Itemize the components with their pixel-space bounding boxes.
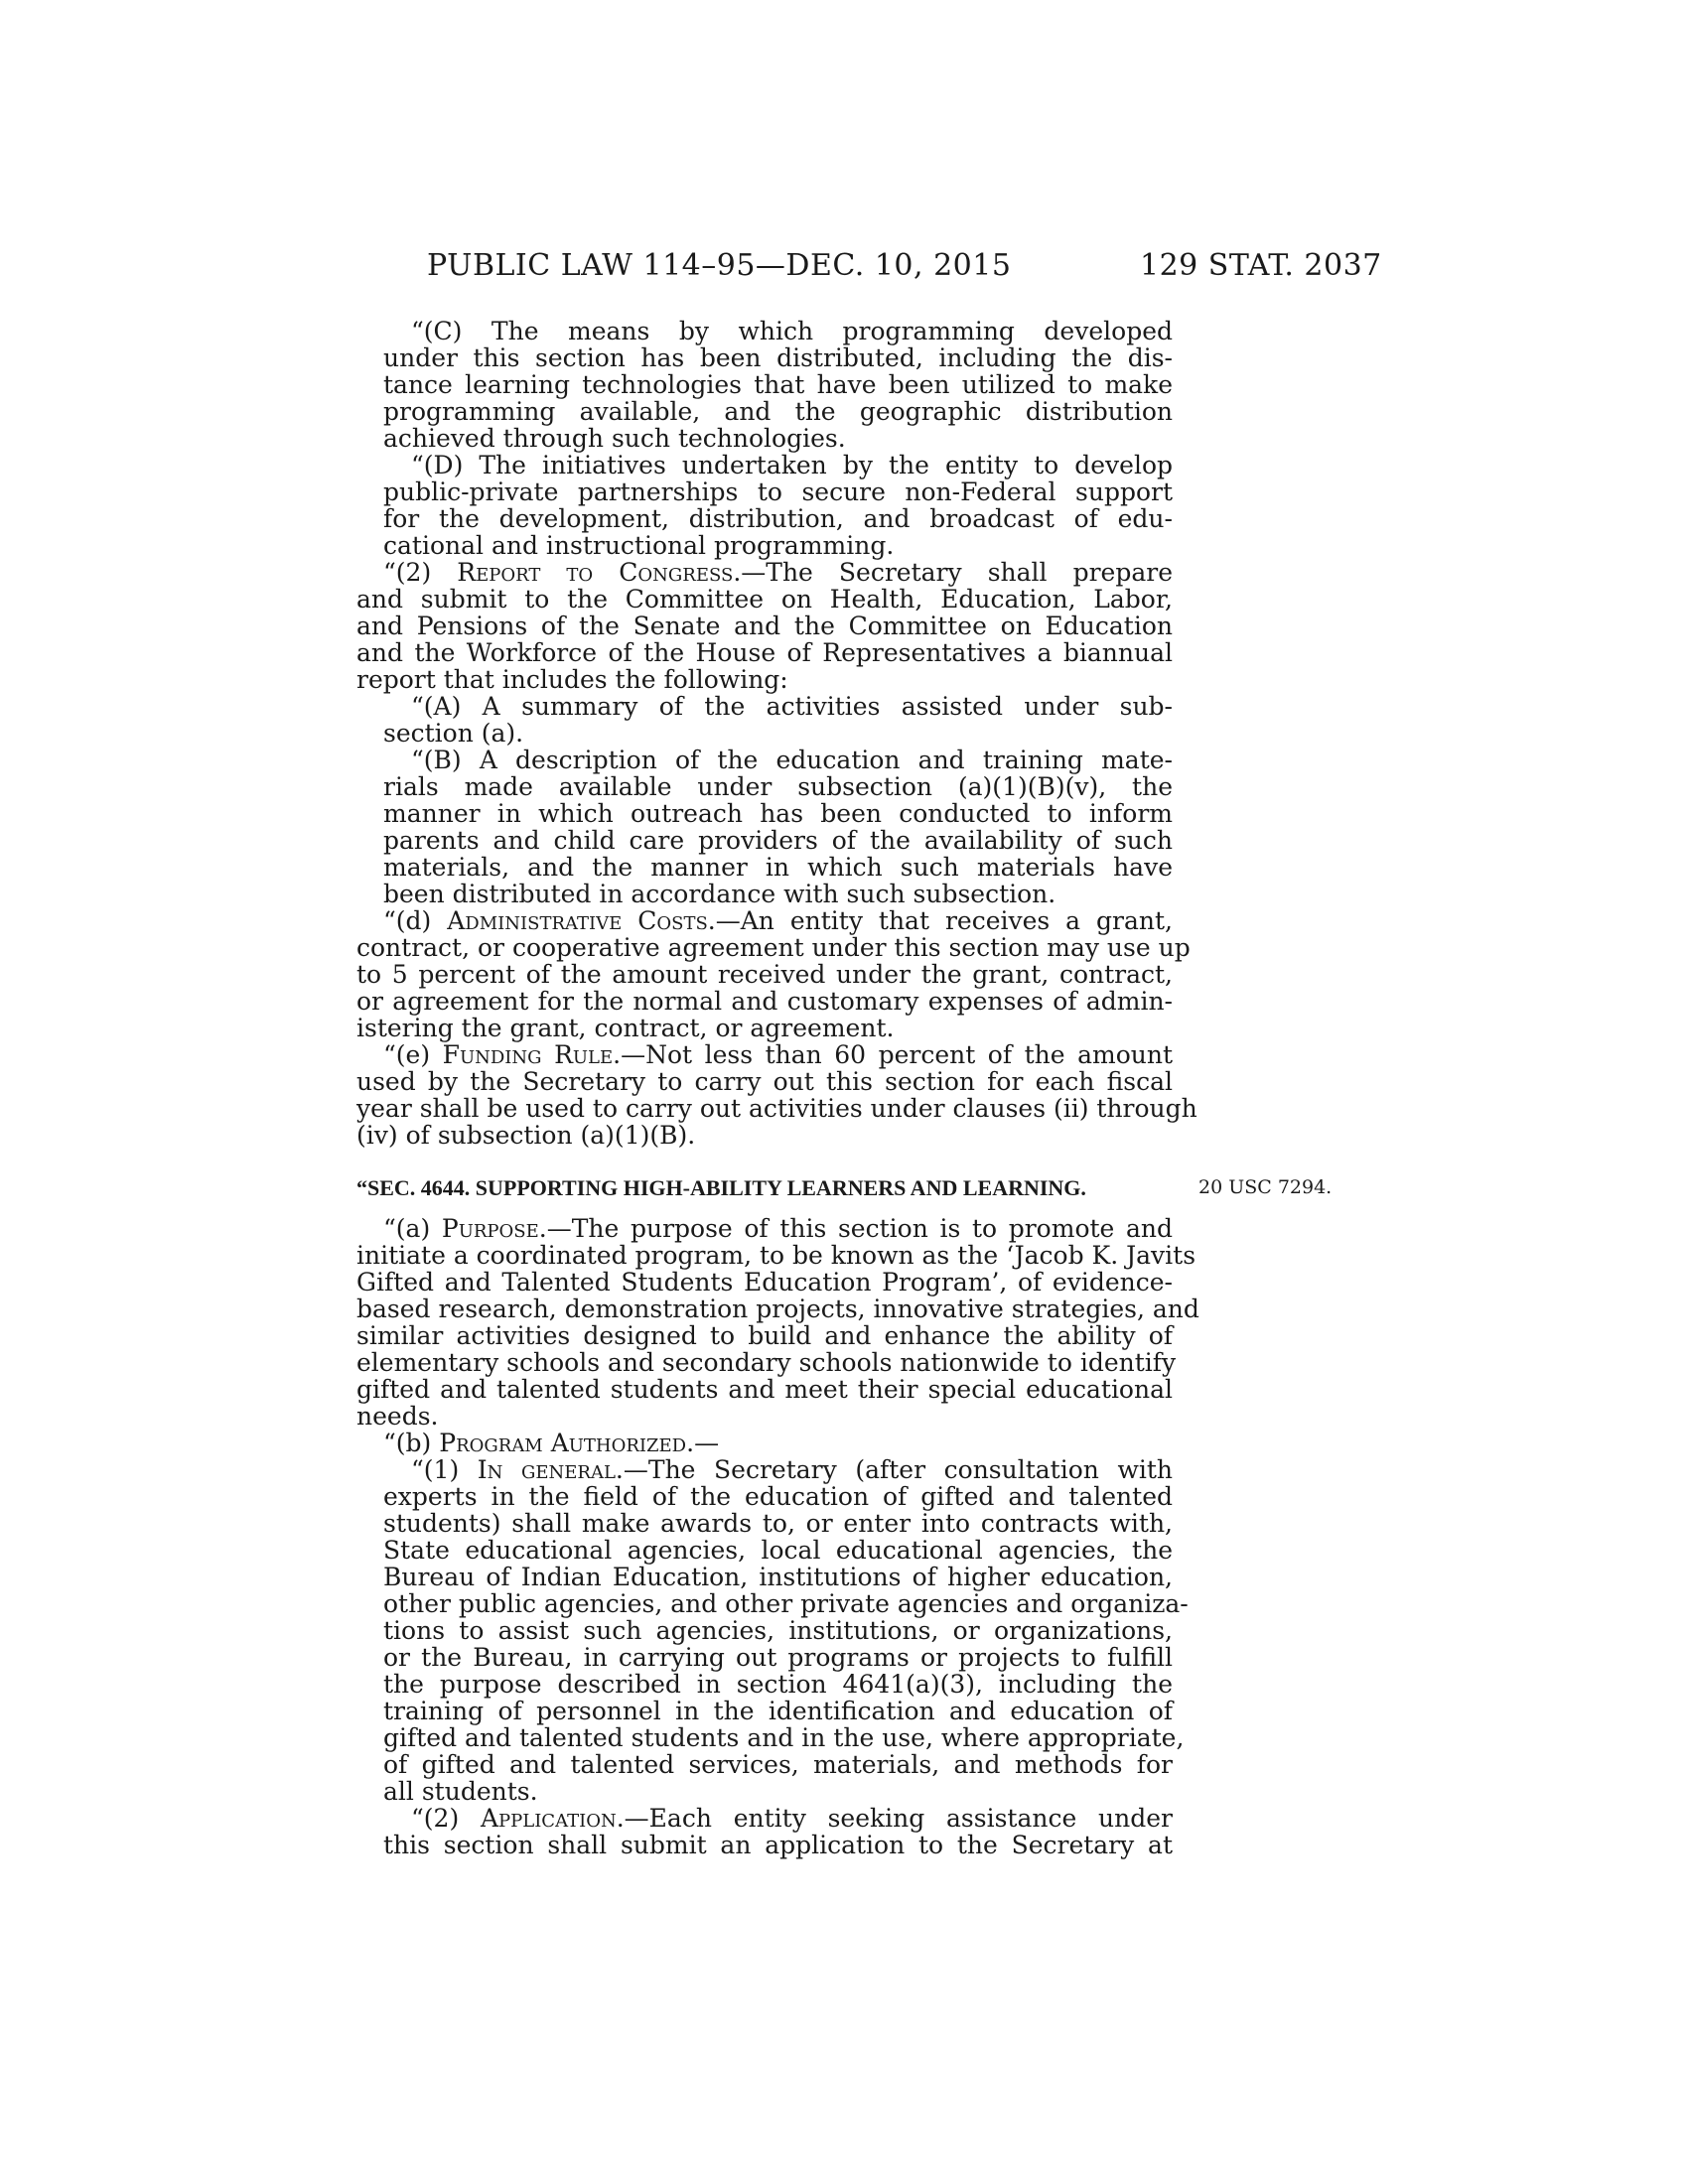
paragraph-c-line: “(C) The means by which programming developed: [411, 317, 1173, 345]
purpose-text-line: gifted and talented students and meet their special educational: [356, 1375, 1173, 1404]
section-heading: “SEC. 4644. SUPPORTING HIGH-ABILITY LEARNERS AND LEARNING.: [356, 1175, 1086, 1200]
admin-first-rest: —An entity that receives a grant,: [715, 906, 1173, 935]
report-line: report that includes the following:: [356, 665, 788, 694]
application-heading: Application.: [480, 1804, 625, 1833]
general-line: other public agencies, and other private agencies and organiza-: [383, 1589, 1189, 1618]
report-prefix: “(2): [383, 558, 458, 587]
subparagraph-a-line: section (a).: [383, 719, 524, 748]
purpose-text-line: based research, demonstration projects, innovative strategies, and: [356, 1295, 1199, 1323]
admin-line: to 5 percent of the amount received under the grant, contract,: [356, 960, 1173, 989]
general-heading: In general.: [477, 1455, 624, 1484]
purpose-text-line: similar activities designed to build and enhance the ability of: [356, 1321, 1173, 1350]
program-authorized-line: [383, 1430, 1173, 1456]
subparagraph-b-line: rials made available under subsection (a)(1)(B)(v), the: [383, 772, 1173, 801]
purpose-prefix: “(a): [383, 1214, 442, 1243]
general-line: students) shall make awards to, or enter into contracts with,: [383, 1509, 1173, 1538]
paragraph-c-line: achieved through such technologies.: [383, 424, 846, 453]
general-line: of gifted and talented services, materials, and methods for: [383, 1750, 1173, 1779]
general-line: gifted and talented students and in the use, where appropriate,: [383, 1723, 1185, 1752]
admin-line: contract, or cooperative agreement under this section may use up: [356, 933, 1191, 962]
paragraph-d-line: “(D) The initiatives undertaken by the entity to develop: [411, 451, 1173, 479]
general-line: Bureau of Indian Education, institutions of higher education,: [383, 1563, 1173, 1591]
purpose-text-line: elementary schools and secondary schools nationwide to identify: [356, 1348, 1177, 1377]
admin-prefix: “(d): [383, 906, 448, 935]
general-line: or the Bureau, in carrying out programs or projects to fulfill: [383, 1643, 1173, 1672]
subparagraph-a-line: “(A) A summary of the activities assisted under sub-: [411, 692, 1173, 721]
report-line: and Pensions of the Senate and the Committee on Education: [356, 612, 1173, 640]
application-line: [411, 1805, 1173, 1832]
paragraph-d-line: for the development, distribution, and broadcast of edu-: [383, 504, 1173, 533]
subparagraph-b-line: materials, and the manner in which such materials have: [383, 853, 1173, 882]
funding-first-rest: —Not less than 60 percent of the amount: [621, 1040, 1173, 1069]
paragraph-d-line: public-private partnerships to secure non-Federal support: [383, 478, 1173, 506]
purpose-heading: Purpose.: [441, 1214, 547, 1243]
report-heading: Report to Congress.: [457, 558, 742, 587]
general-line: training of personnel in the identification and education of: [383, 1697, 1173, 1725]
general-line: all students.: [383, 1777, 538, 1806]
paragraph-c-line: programming available, and the geographic distribution: [383, 397, 1173, 426]
general-line: the purpose described in section 4641(a)(3), including the: [383, 1670, 1173, 1699]
paragraph-c-line: under this section has been distributed, including the dis-: [383, 343, 1173, 372]
funding-heading: Funding Rule.: [442, 1040, 622, 1069]
funding-line: (iv) of subsection (a)(1)(B).: [356, 1121, 696, 1150]
general-prefix: “(1): [411, 1455, 478, 1484]
admin-line: or agreement for the normal and customary expenses of admin-: [356, 987, 1173, 1016]
funding-prefix: “(e): [383, 1040, 443, 1069]
in-general-line: [411, 1456, 1173, 1483]
program-suffix: —: [694, 1429, 720, 1457]
report-line: and submit to the Committee on Health, Education, Labor,: [356, 585, 1173, 614]
subparagraph-b-line: been distributed in accordance with such subsection.: [383, 880, 1056, 908]
program-prefix: “(b): [383, 1429, 440, 1457]
paragraph-d-line: cational and instructional programming.: [383, 531, 895, 560]
report-line: and the Workforce of the House of Representatives a biannual: [356, 638, 1173, 667]
report-to-congress-line: [383, 559, 1173, 586]
margin-citation: 20 USC 7294.: [1198, 1176, 1333, 1198]
subparagraph-b-line: manner in which outreach has been conducted to inform: [383, 799, 1173, 828]
report-first-rest: —The Secretary shall prepare: [741, 558, 1174, 587]
general-line: experts in the field of the education of gifted and talented: [383, 1482, 1173, 1511]
application-prefix: “(2): [411, 1804, 481, 1833]
general-first-rest: —The Secretary (after consultation with: [623, 1455, 1174, 1484]
funding-line: used by the Secretary to carry out this section for each fiscal: [356, 1067, 1173, 1096]
purpose-text-line: needs.: [356, 1402, 439, 1431]
running-head-title: PUBLIC LAW 114–95—DEC. 10, 2015: [427, 248, 1012, 283]
program-heading: Program Authorized.: [439, 1429, 695, 1457]
admin-line: istering the grant, contract, or agreement.: [356, 1014, 895, 1042]
funding-rule-line: [383, 1041, 1173, 1068]
page-number: 129 STAT. 2037: [1140, 248, 1382, 283]
paragraph-c-line: tance learning technologies that have been utilized to make: [383, 370, 1173, 399]
purpose-first-rest: —The purpose of this section is to promote and: [546, 1214, 1174, 1243]
application-text-line: this section shall submit an application to the Secretary at: [383, 1831, 1173, 1859]
purpose-text-line: Gifted and Talented Students Education Program’, of evidence-: [356, 1268, 1173, 1297]
subparagraph-b-line: parents and child care providers of the availability of such: [383, 826, 1173, 855]
admin-heading: Administrative Costs.: [447, 906, 716, 935]
subparagraph-b-line: “(B) A description of the education and training mate-: [411, 746, 1173, 774]
funding-line: year shall be used to carry out activities under clauses (ii) through: [356, 1094, 1197, 1123]
general-line: tions to assist such agencies, institutions, or organizations,: [383, 1616, 1173, 1645]
purpose-line: [383, 1215, 1173, 1242]
general-line: State educational agencies, local educational agencies, the: [383, 1536, 1173, 1565]
purpose-text-line: initiate a coordinated program, to be known as the ‘Jacob K. Javits: [356, 1241, 1196, 1270]
application-first-rest: —Each entity seeking assistance under: [624, 1804, 1173, 1833]
administrative-costs-line: [383, 907, 1173, 934]
